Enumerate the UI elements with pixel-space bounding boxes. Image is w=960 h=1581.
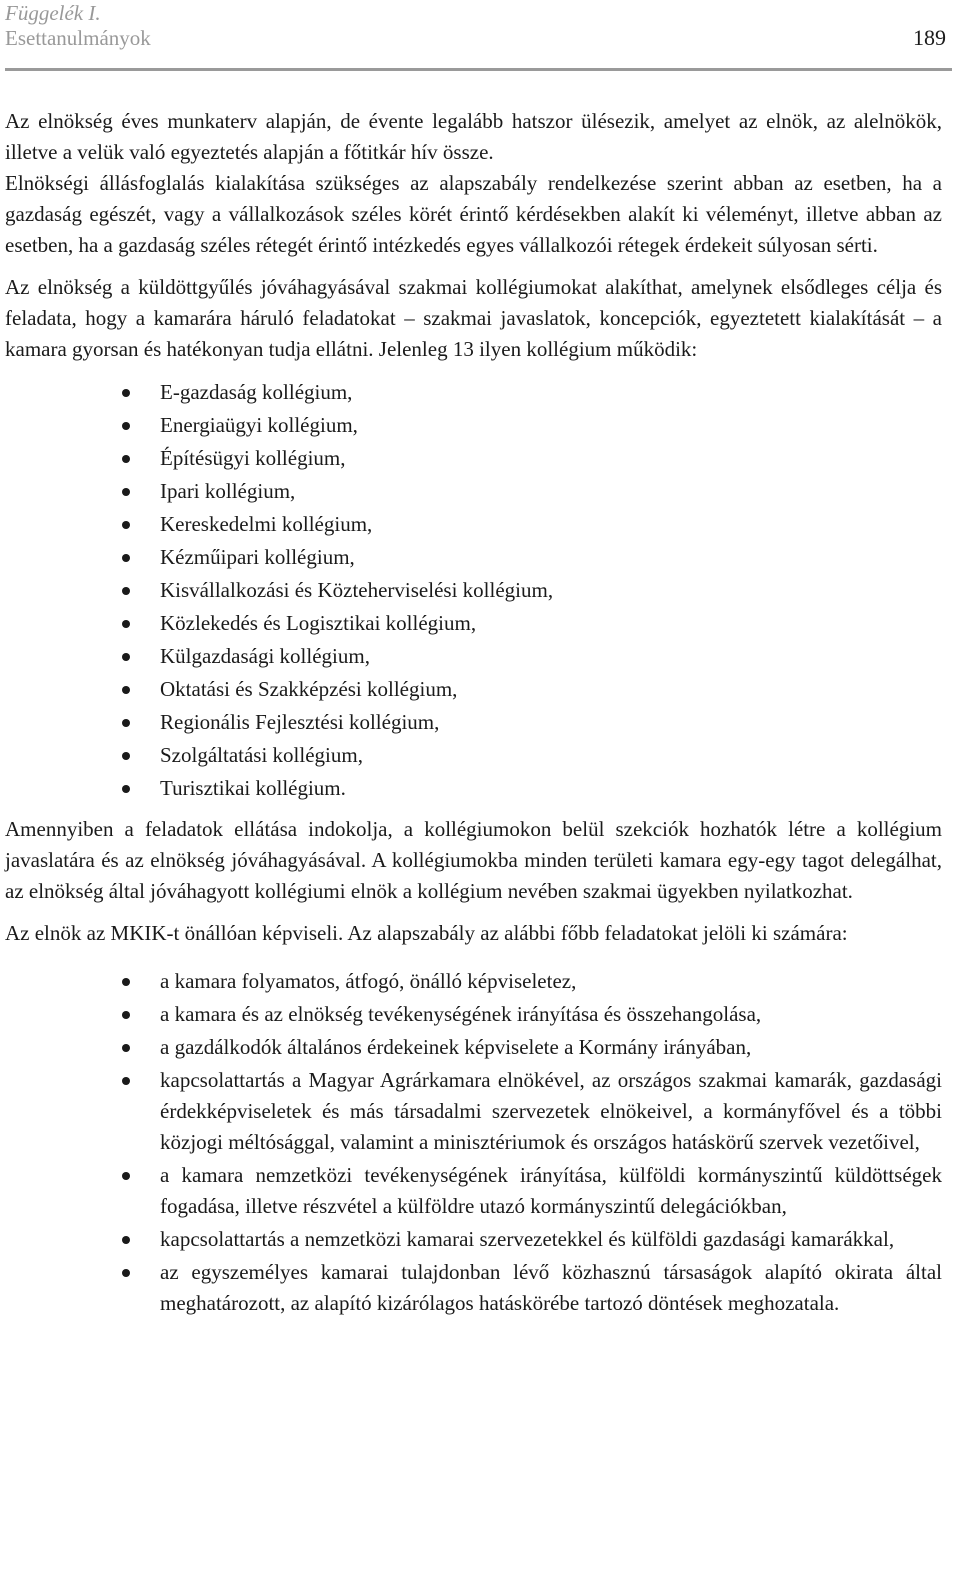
page-header [5,0,952,71]
list-item-text: E-gazdaság kollégium, [160,380,353,404]
list-item-text: Szolgáltatási kollégium, [160,743,363,767]
list-item-text: Kisvállalkozási és Közteherviselési kollégium, [160,578,554,602]
bullet-icon [122,488,130,496]
list-item-text: Oktatási és Szakképzési kollégium, [160,677,458,701]
list-item [5,508,942,541]
bullet-icon [122,719,130,727]
list-item-text: a gazdálkodók általános érdekeinek képviselete a Kormány irányában, [160,1035,752,1059]
list-item-text: Ipari kollégium, [160,479,296,503]
list-item-text: a kamara nemzetközi tevékenységének irányítása, külföldi kormányszintű küldöttségek fogadása, illetve részvétel a külföldre utazó kormányszintű delegációkban, [160,1163,942,1218]
bullet-icon [122,1011,130,1019]
page-number: 189 [913,25,946,50]
bullet-icon [122,422,130,430]
bullet-icon [122,1236,130,1244]
paragraph-3: Az elnökség a küldöttgyűlés jóváhagyásával szakmai kollégiumokat alakíthat, amelynek elsődleges célja és feladata, hogy a kamarára háruló feladatokat – szakmai javaslatok, koncepciók, egyeztetett kialakítását – a kamara gyorsan és hatékonyan tudja ellátni. Jelenleg 13 ilyen kollégium működik: [5,275,942,361]
bullet-icon [122,1269,130,1277]
bullet-icon [122,978,130,986]
list-item-text: Közlekedés és Logisztikai kollégium, [160,611,477,635]
list-item-text: Regionális Fejlesztési kollégium, [160,710,440,734]
bullet-icon [122,587,130,595]
list-item-text: Energiaügyi kollégium, [160,413,358,437]
list-item [5,1257,942,1319]
list-item [5,999,942,1030]
college-list [5,376,942,805]
list-item [5,772,942,805]
list-item [5,966,942,997]
bullet-icon [122,1172,130,1180]
paragraph-4: Amennyiben a feladatok ellátása indokolja, a kollégiumokon belül szekciók hozhatók létre a kollégium javaslatára és az elnökség jóváhagyásával. A kollégiumokba minden területi kamara egy-egy tagot delegálhat, az elnökség által jóváhagyott kollégiumi elnök a kollégium nevében szakmai ügyekben nyilatkozhat. [5,817,942,903]
bullet-icon [122,620,130,628]
bullet-icon [122,653,130,661]
list-item-text: Kereskedelmi kollégium, [160,512,373,536]
list-item-text: Külgazdasági kollégium, [160,644,370,668]
list-item [5,673,942,706]
list-item [5,1160,942,1222]
bullet-icon [122,1077,130,1085]
list-item [5,376,942,409]
list-item-text: a kamara és az elnökség tevékenységének irányítása és összehangolása, [160,1002,762,1026]
list-item-text: kapcsolattartás a nemzetközi kamarai szervezetekkel és külföldi gazdasági kamarákkal, [160,1227,895,1251]
list-item [5,442,942,475]
page-body [5,106,942,1321]
bullet-icon [122,686,130,694]
list-item [5,541,942,574]
bullet-icon [122,455,130,463]
list-item [5,409,942,442]
paragraph-5: Az elnök az MKIK-t önállóan képviseli. Az alapszabály az alábbi főbb feladatokat jelöli ki számára: [5,921,848,945]
list-item-text: Építésügyi kollégium, [160,446,346,470]
list-item [5,1065,942,1158]
list-item [5,574,942,607]
bullet-icon [122,785,130,793]
bullet-icon [122,521,130,529]
list-item [5,1224,942,1255]
list-item [5,640,942,673]
list-item-text: az egyszemélyes kamarai tulajdonban lévő közhasznú társaságok alapító okirata által meghatározott, az alapító kizárólagos hatáskörébe tartozó döntések meghozatala. [160,1260,942,1315]
list-item [5,607,942,640]
bullet-icon [122,389,130,397]
section-title: Esettanulmányok [5,26,151,50]
list-item-text: kapcsolattartás a Magyar Agrárkamara elnökével, az országos szakmai kamarák, gazdasági érdekképviseletek és más társadalmi szervezetek elnökeivel, a kormányfővel és a többi közjogi méltósággal, valamint a minisztériumok és országos hatáskörű szervek vezetőivel, [160,1068,942,1154]
list-item-text: Kézműipari kollégium, [160,545,355,569]
list-item [5,739,942,772]
bullet-icon [122,752,130,760]
bullet-icon [122,1044,130,1052]
chapter-title: Függelék I. [5,1,101,25]
paragraph-2: Elnökségi állásfoglalás kialakítása szükséges az alapszabály rendelkezése szerint abban az esetben, ha a gazdaság egészét, vagy a vállalkozások széles körét érintő kérdésekben alakít ki véleményt, illetve abban az esetben, ha a gazdaság széles rétegét érintő intézkedés egyes vállalkozói rétegek érdekeit súlyosan sérti. [5,171,942,257]
paragraph-1: Az elnökség éves munkaterv alapján, de évente legalább hatszor ülésezik, amelyet az elnök, az alelnökök, illetve a velük való egyeztetés alapján a főtitkár hív össze. [5,109,942,164]
list-item [5,475,942,508]
list-item [5,706,942,739]
president-task-list [5,966,942,1319]
bullet-icon [122,554,130,562]
list-item-text: a kamara folyamatos, átfogó, önálló képviseletez, [160,969,577,993]
list-item [5,1032,942,1063]
list-item-text: Turisztikai kollégium. [160,776,346,800]
